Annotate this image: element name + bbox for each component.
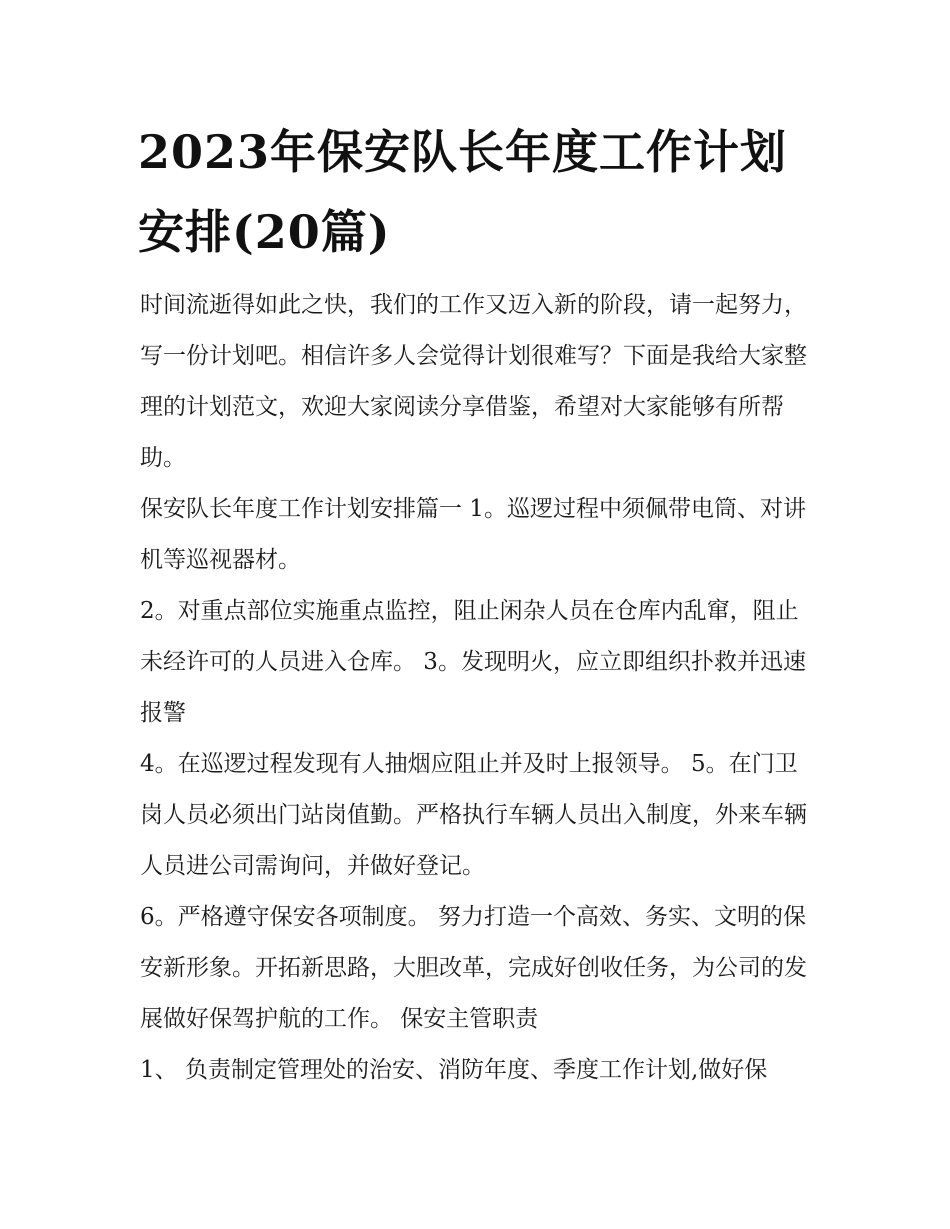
paragraph-item-4-5: 4。在巡逻过程发现有人抽烟应阻止并及时上报领导。 5。在门卫岗人员必须出门站岗值勤。严格执行车辆人员出入制度，外来车辆人员进公司需询问，并做好登记。 [140,751,807,879]
paragraph-duty-1: 1、 负责制定管理处的治安、消防年度、季度工作计划,做好保 [140,1057,768,1083]
document-title: 2023年保安队长年度工作计划安排(20篇) [138,125,788,259]
paragraph-item-6: 6。严格遵守保安各项制度。 努力打造一个高效、务实、文明的保安新形象。开拓新思路，大胆改革，完成好创收任务，为公司的发展做好保驾护航的工作。 保安主管职责 [140,904,807,1032]
document-body [140,280,815,1096]
paragraph-item-1: 保安队长年度工作计划安排篇一 1。巡逻过程中须佩带电筒、对讲机等巡视器材。 [140,496,806,573]
intro-paragraph: 时间流逝得如此之快，我们的工作又迈入新的阶段，请一起努力，写一份计划吧。相信许多人会觉得计划很难写？下面是我给大家整理的计划范文，欢迎大家阅读分享借鉴，希望对大家能够有所帮助。 [140,292,807,471]
paragraph-item-2-3: 2。对重点部位实施重点监控，阻止闲杂人员在仓库内乱窜，阻止未经许可的人员进入仓库。 3。发现明火，应立即组织扑救并迅速报警 [140,598,806,726]
